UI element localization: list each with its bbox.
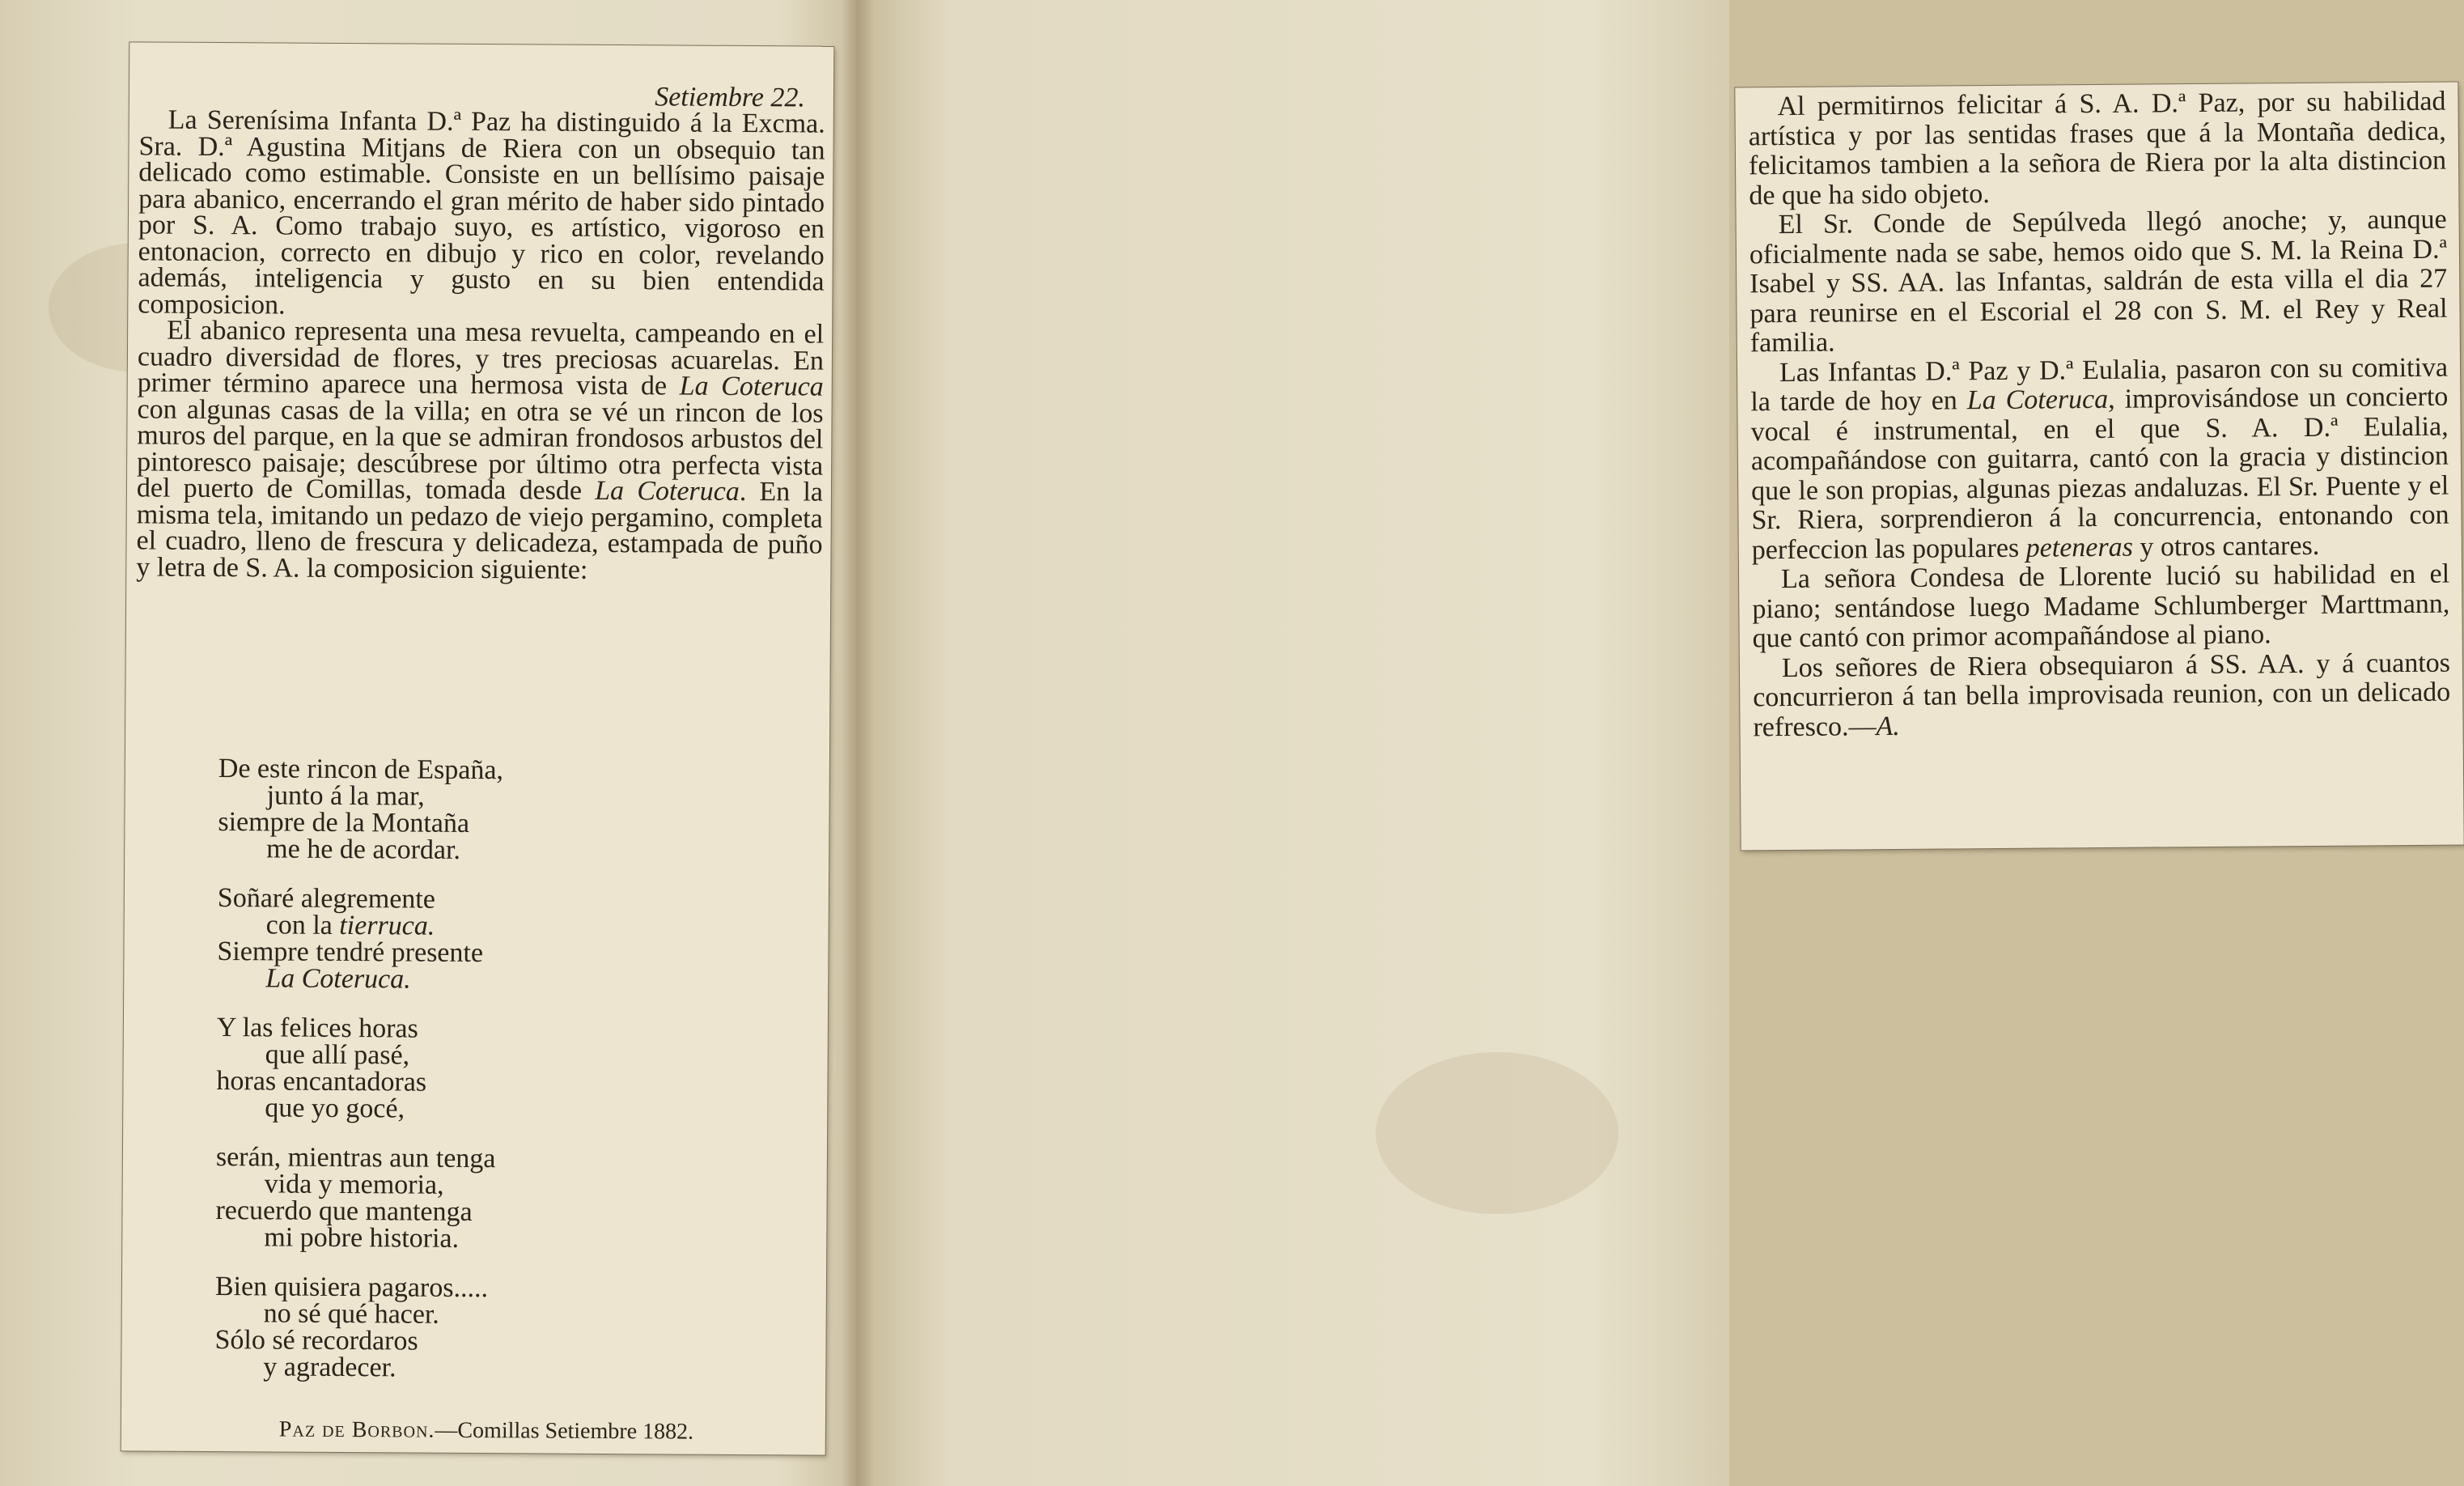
poem-verse: De este rincon de España, xyxy=(218,754,504,786)
text-run: Los señores de Riera obsequiaron á SS. AA. y á cuantos concurrieron á tan bella improvisada reunion, con un delicado refresco.— xyxy=(1753,647,2451,742)
poem-verse: me he de acordar. xyxy=(266,834,461,865)
poem xyxy=(214,755,744,1406)
poem-signature xyxy=(279,1417,797,1446)
paragraph-concert xyxy=(1750,353,2449,565)
left-newspaper-clipping xyxy=(121,42,834,1454)
poem-verse: con la tierruca. xyxy=(265,910,435,941)
author-initial: A. xyxy=(1876,711,1900,741)
article-body-left xyxy=(136,104,825,585)
poem-verse: que yo gocé, xyxy=(265,1093,405,1124)
text-run: Las Infantas D.ª Paz y D.ª Eulalia, pasaron con su comitiva la tarde de hoy en xyxy=(1750,352,2449,418)
italic-place-name: La Coteruca xyxy=(1966,384,2109,416)
dateline: Setiembre 22. xyxy=(655,82,806,113)
poem-stanza xyxy=(214,1273,741,1383)
poem-verse: no sé qué hacer. xyxy=(263,1298,439,1330)
paragraph-fan-gift: La Serenísima Infanta D.ª Paz ha distinguido á la Excma. Sra. D.ª Agustina Mitjans de Riera con un obsequio tan delicado como estimable. Consiste en un bellísimo paisaje para abanico, encerrando el gran mérito de haber sido pintado por S. A. Como trabajo suyo, es artístico, vigoroso en entonacion, correcto en dibujo y rico en color, revelando además, inteligencia y gusto en su bien entendida composicion. xyxy=(138,104,825,321)
text-run: . En la misma tela, imitando un pedazo de viejo pergamino, completa el cuadro, lleno de frescura y delicadeza, estampada de puño y letra de S. A. la composicion siguiente: xyxy=(136,476,824,585)
text-run: con algunas casas de la villa; en otra se vé un rincon de los muros del parque, en la que se admiran frondosos arbustos del pintoresco paisaje; descúbrese por último otra perfecta vista del puerto de Comillas, tomada desde xyxy=(136,393,824,506)
signature-name: Paz de Borbon. xyxy=(278,1416,435,1443)
poem-stanza xyxy=(217,885,744,995)
paragraph-royal-departure: El Sr. Conde de Sepúlveda llegó anoche; y, aunque oficialmente nada se sabe, hemos oido que S. M. la Reina D.ª Isabel y SS. AA. las Infantas, saldrán de esta villa el dia 27 para reunirse en el Escorial el 28 con S. M. el Rey y Real familia. xyxy=(1749,204,2448,359)
poem-verse: horas encantadoras xyxy=(216,1066,427,1098)
italic-place-name: La Coteruca xyxy=(679,371,824,402)
poem-verse: mi pobre historia. xyxy=(264,1222,460,1254)
text-run: El abanico representa una mesa revuelta, campeando en el cuadro diversidad de flores, y tres preciosas acuarelas. En primer término aparece una hermosa vista de xyxy=(137,315,825,401)
poem-verse: Bien quisiera pagaros..... xyxy=(214,1272,489,1304)
paragraph-congratulation: Al permitirnos felicitar á S. A. D.ª Paz, por su habilidad artística y por las sentidas frases que á la Montaña dedica, felicitamos tambien a la señora de Riera por la alta distincion de que ha sido objeto. xyxy=(1748,86,2447,210)
poem-verse: siempre de la Montaña xyxy=(218,807,470,839)
left-page xyxy=(0,0,858,1486)
poem-stanza xyxy=(215,1144,742,1254)
poem-verse: recuerdo que mantenga xyxy=(215,1195,473,1227)
poem-verse: Siempre tendré presente xyxy=(217,936,484,969)
poem-verse: Sólo sé recordaros xyxy=(214,1325,418,1357)
poem-verse: y agradecer. xyxy=(263,1352,397,1383)
poem-verse: Y las felices horas xyxy=(216,1013,418,1044)
poem-stanza xyxy=(218,755,744,865)
poem-verse: que allí pasé, xyxy=(265,1039,410,1071)
paragraph-piano: La señora Condesa de Llorente lució su habilidad en el piano; sentándose luego Madame Schlumberger Marttmann, que cantó con primor acompañándose al piano. xyxy=(1752,558,2450,654)
right-newspaper-clipping xyxy=(1735,83,2463,851)
poem-verse: serán, mientras aun tenga xyxy=(215,1142,496,1174)
text-run: , improvisándose un concierto vocal é instrumental, en el que S. A. D.ª Eulalia, acompañándose con guitarra, cantó con la gracia y distincion que le son propias, algunas piezas andaluzas. El Sr. Puente y el Sr. Riera, sorprendieron á la concurrencia, entonando con perfeccion las populares xyxy=(1750,381,2449,565)
poem-verse: La Coteruca. xyxy=(265,963,411,995)
paragraph-fan-description xyxy=(136,317,824,584)
poem-verse: vida y memoria, xyxy=(264,1169,444,1200)
poem-verse: junto á la mar, xyxy=(266,780,425,812)
signature-place-date: —Comillas Setiembre 1882. xyxy=(435,1417,694,1445)
italic-song-name: peteneras xyxy=(2025,532,2134,563)
right-page xyxy=(858,0,2451,1486)
poem-verse: Soñaré alegremente xyxy=(217,883,436,915)
paragraph-refreshment xyxy=(1753,648,2451,742)
italic-place-name: La Coteruca xyxy=(595,475,740,507)
text-run: y otros cantares. xyxy=(2132,530,2320,563)
article-body-right xyxy=(1748,87,2450,743)
poem-stanza xyxy=(216,1014,743,1124)
